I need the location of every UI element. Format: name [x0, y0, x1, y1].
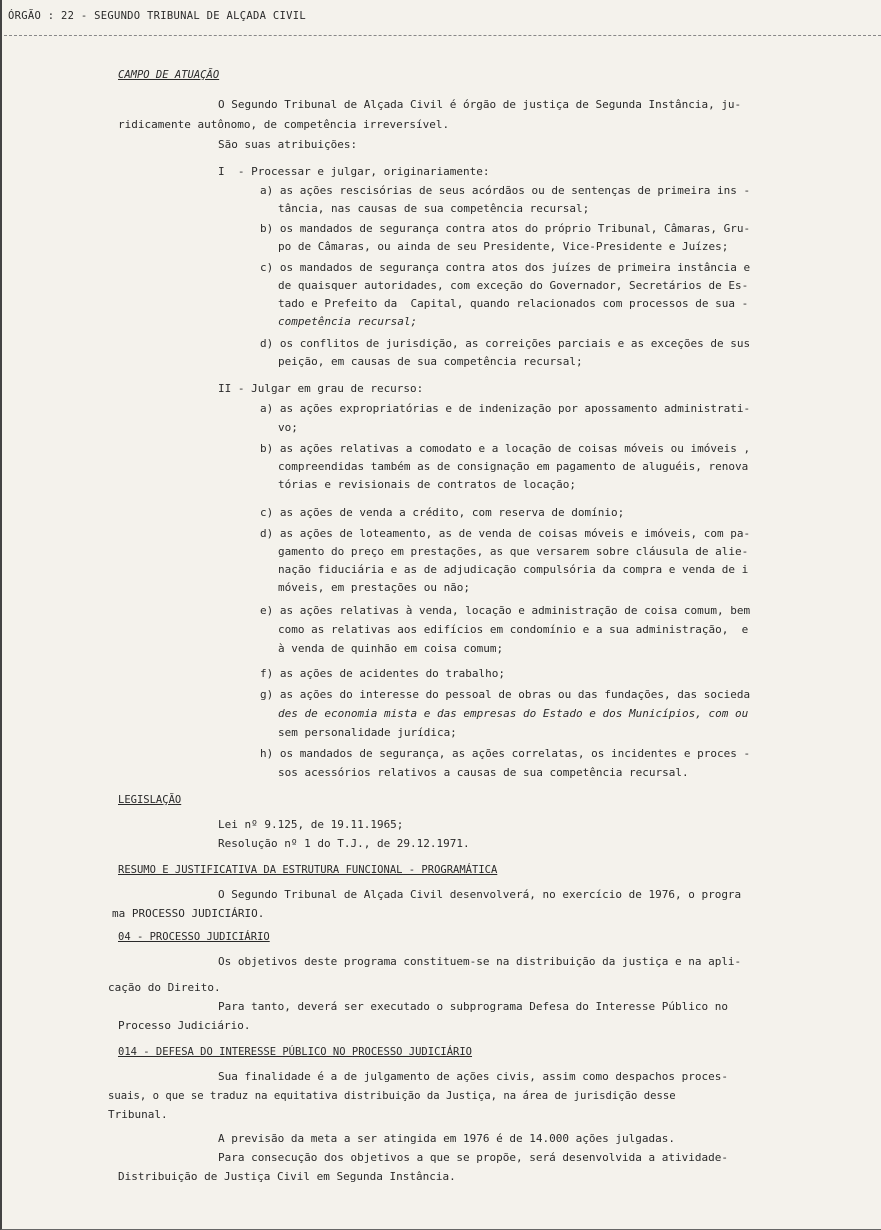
item-II-d-line1: d) as ações de loteamento, as de venda de coisas móveis e imóveis, com pa- [260, 527, 751, 540]
item-II-g-line1: g) as ações do interesse do pessoal de obras ou das fundações, das socieda [260, 688, 751, 701]
item-I-a-line2: tância, nas causas de sua competência recursal; [278, 202, 590, 215]
sub014-line1: Sua finalidade é a de julgamento de ações civis, assim como despachos proces- [218, 1070, 728, 1083]
item-II-h-line1: h) os mandados de segurança, as ações correlatas, os incidentes e proces - [260, 747, 751, 760]
item-II-d-line4: móveis, em prestações ou não; [278, 581, 471, 594]
campo-attributions: São suas atribuições: [218, 138, 358, 151]
document-header: ÓRGÃO : 22 - SEGUNDO TRIBUNAL DE ALÇADA CIVIL [8, 10, 306, 22]
prog04-line2: cação do Direito. [108, 981, 221, 994]
item-II-e-line1: e) as ações relativas à venda, locação e administração de coisa comum, bem [260, 604, 751, 617]
campo-intro-line2: ridicamente autônomo, de competência irreversível. [118, 118, 450, 131]
item-I-c-line4: competência recursal; [278, 315, 418, 328]
item-II-b-line1: b) as ações relativas a comodato e a locação de coisas móveis ou imóveis , [260, 442, 751, 455]
section-title-resumo: RESUMO E JUSTIFICATIVA DA ESTRUTURA FUNCIONAL - PROGRAMÁTICA [118, 864, 498, 876]
prog04-line4: Processo Judiciário. [118, 1019, 251, 1032]
item-II-e-line2: como as relativas aos edifícios em condomínio e a sua administração, e [278, 623, 749, 636]
item-I-c-line3: tado e Prefeito da Capital, quando relacionados com processos de sua - [278, 297, 749, 310]
item-I-a-line1: a) as ações rescisórias de seus acórdãos ou de sentenças de primeira ins - [260, 184, 751, 197]
section-title-legislacao: LEGISLAÇÃO [118, 794, 182, 806]
sub014-line5: Para consecução dos objetivos a que se propõe, será desenvolvida a atividade- [218, 1151, 728, 1164]
section-title-04: 04 - PROCESSO JUDICIÁRIO [118, 931, 270, 943]
resumo-line1: O Segundo Tribunal de Alçada Civil desenvolverá, no exercício de 1976, o progra [218, 888, 742, 901]
item-II-c-line1: c) as ações de venda a crédito, com reserva de domínio; [260, 506, 625, 519]
item-I-d-line1: d) os conflitos de jurisdição, as correições parciais e as exceções de sus [260, 337, 751, 350]
item-II-e-line3: à venda de quinhão em coisa comum; [278, 642, 504, 655]
item-II-d-line2: gamento do preço em prestações, as que versarem sobre cláusula de alie- [278, 545, 749, 558]
item-I: I - Processar e julgar, originariamente: [218, 165, 490, 178]
legislacao-line2: Resolução nº 1 do T.J., de 29.12.1971. [218, 837, 470, 850]
item-II-g-line3: sem personalidade jurídica; [278, 726, 457, 739]
item-II-d-line3: nação fiduciária e as de adjudicação compulsória da compra e venda de i [278, 563, 749, 576]
item-II-f-line1: f) as ações de acidentes do trabalho; [260, 667, 506, 680]
item-II-b-line2: compreendidas também as de consignação em pagamento de aluguéis, renova [278, 460, 749, 473]
item-II: II - Julgar em grau de recurso: [218, 382, 424, 395]
item-I-b-line1: b) os mandados de segurança contra atos do próprio Tribunal, Câmaras, Gru- [260, 222, 751, 235]
item-I-b-line2: po de Câmaras, ou ainda de seu Presidente, Vice-Presidente e Juízes; [278, 240, 729, 253]
prog04-line1: Os objetivos deste programa constituem-se na distribuição da justiça e na apli- [218, 955, 742, 968]
section-title-014: 014 - DEFESA DO INTERESSE PÚBLICO NO PROCESSO JUDICIÁRIO [118, 1046, 473, 1058]
sub014-line2: suais, o que se traduz na equitativa distribuição da Justiça, na área de jurisdição desse [108, 1090, 676, 1102]
item-I-c-line2: de quaisquer autoridades, com exceção do Governador, Secretários de Es- [278, 279, 749, 292]
item-II-b-line3: tórias e revisionais de contratos de locação; [278, 478, 577, 491]
campo-intro-line1: O Segundo Tribunal de Alçada Civil é órgão de justiça de Segunda Instância, ju- [218, 98, 742, 111]
item-I-c-line1: c) os mandados de segurança contra atos dos juízes de primeira instância e [260, 261, 751, 274]
item-II-h-line2: sos acessórios relativos a causas de sua competência recursal. [278, 766, 689, 779]
header-rule [4, 35, 881, 36]
item-II-g-line2: des de economia mista e das empresas do Estado e dos Municípios, com ou [278, 707, 749, 720]
item-I-d-line2: peição, em causas de sua competência recursal; [278, 355, 583, 368]
resumo-line2: ma PROCESSO JUDICIÁRIO. [112, 907, 265, 920]
item-II-a-line2: vo; [278, 421, 298, 434]
sub014-line6: Distribuição de Justiça Civil em Segunda Instância. [118, 1170, 456, 1183]
sub014-line3: Tribunal. [108, 1108, 168, 1121]
prog04-line3: Para tanto, deverá ser executado o subprograma Defesa do Interesse Público no [218, 1000, 728, 1013]
legislacao-line1: Lei nº 9.125, de 19.11.1965; [218, 818, 404, 831]
section-title-campo: CAMPO DE ATUAÇÃO [118, 69, 220, 81]
item-II-a-line1: a) as ações expropriatórias e de indenização por apossamento administrati- [260, 402, 751, 415]
sub014-line4: A previsão da meta a ser atingida em 1976 é de 14.000 ações julgadas. [218, 1132, 675, 1145]
